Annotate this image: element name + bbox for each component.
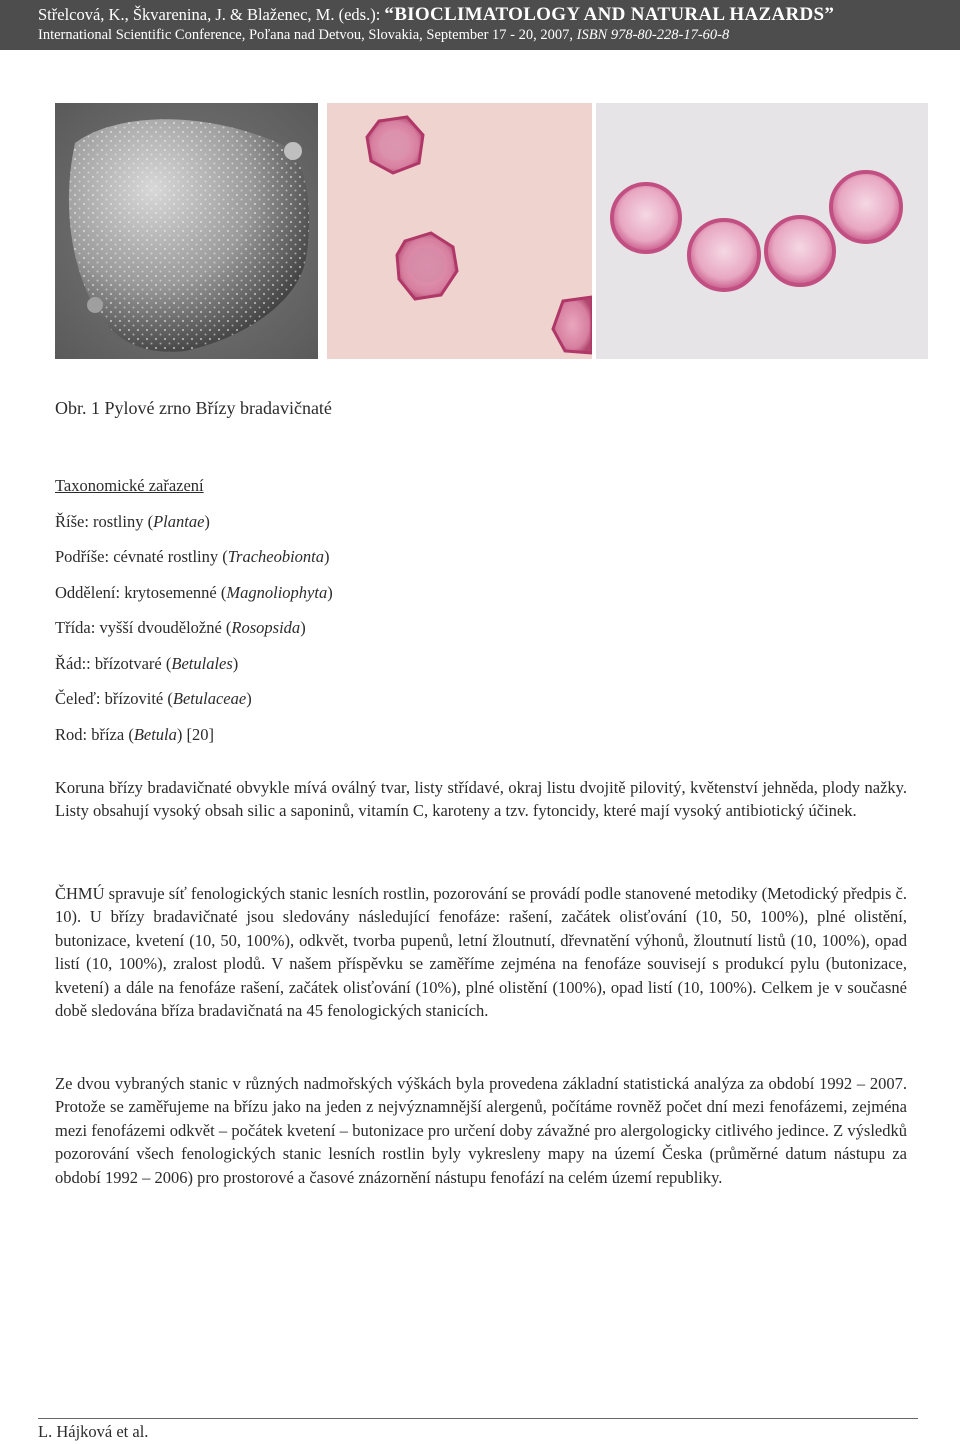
taxonomy-suffix: ) (232, 653, 239, 673)
taxonomy-label: Třída: vyšší dvouděložné ( (55, 618, 232, 637)
footer-authors: L. Hájková et al. (38, 1422, 149, 1441)
paragraph-phenology-network: ČHMÚ spravuje síť fenologických stanic lesních rostlin, pozorování se provádí podle stanovené metodiky (Metodický předpis č. 10). U břízy bradavičnaté jsou sledovány následující fenofáze: rašení, začátek olisťování (10, 50, 100%), plné olistění, butonizace, kvetení (10, 50, 100%), odkvět, tvorba pupenů, letní žloutnutí, dřevnatění výhonů, žloutnutí listů (10, 100%), opad listí (10, 100%), zralost plodů. V našem příspěvku se zaměříme zejména na fenofáze souvisejí s produkcí pylu (butonizace, kvetení) a dále na fenofáze rašení, začátek olisťování (10%), plné olistění (100%), opad listí (10, 100%). Celkem je v současné době sledována bříza bradavičnatá na 45 fenologických stanicích. (55, 884, 907, 1021)
pollen-chain-image (596, 103, 928, 359)
taxonomy-row-genus (55, 717, 333, 753)
figure-caption: Obr. 1 Pylové zrno Břízy bradavičnaté (55, 398, 332, 418)
taxonomy-latin: Betulales (171, 653, 233, 673)
taxonomy-suffix: ) (327, 582, 333, 602)
taxonomy-row-kingdom (55, 504, 333, 540)
footer-divider (38, 1418, 918, 1419)
taxonomy-suffix: ) (300, 618, 306, 637)
taxonomy-latin: Betula (133, 724, 177, 744)
paragraph-statistics: Ze dvou vybraných stanic v různých nadmořských výškách byla provedena základní statistická analýza za období 1992 – 2007. Protože se zaměřujeme na břízu jako na jeden z nejvýznamnější alergenů, počítáme rovněž počet dní mezi fenofázemi, zejména mezi fenofázemi odkvět – počátek kvetení – butonizace pro určení doby závažné pro alergologicky citlivého jedince. Z výsledků pozorování všech fenologických stanic lesních rostlin byly vykresleny mapy na území Česka (průměrné datum nástupu za období 1992 – 2006) pro prostorové a časové znázornění nástupu fenofází na celém území republiky. (55, 1074, 907, 1187)
taxonomy-row-order (55, 646, 333, 682)
header-line-2 (38, 25, 960, 45)
taxonomy-suffix: ) (324, 547, 330, 566)
taxonomy-label: Rod: bříza ( (55, 724, 134, 744)
running-header (0, 0, 960, 50)
header-line-1 (38, 4, 960, 25)
taxonomy-latin: Betulaceae (172, 689, 247, 708)
header-conference: International Scientific Conference, Poľana nad Detvou, Slovakia, September 17 - 20, 2007, (38, 27, 577, 43)
taxonomy-label: Podříše: cévnaté rostliny ( (55, 547, 228, 566)
taxonomy-latin: Magnoliophyta (226, 582, 328, 602)
paragraph-description: Koruna břízy bradavičnaté obvykle mívá oválný tvar, listy střídavé, okraj listu dvojitě pilovitý, květenství jehněda, plody nažky. Listy obsahují vysoký obsah silic a saponinů, vitamín C, karoteny a tzv. fytoncidy, které mají vysoký antibiotický účinek. (55, 778, 907, 821)
figure-row (55, 103, 928, 359)
taxonomy-row-division (55, 575, 333, 611)
stained-pollen-image (327, 103, 592, 359)
taxonomy-latin: Tracheobionta (227, 547, 325, 566)
header-isbn: ISBN 978-80-228-17-60-8 (576, 27, 730, 43)
taxonomy-row-subkingdom (55, 539, 333, 575)
taxonomy-label: Oddělení: krytosemenné ( (55, 582, 227, 602)
header-authors: Střelcová, K., Škvarenina, J. & Blaženec, M. (eds.): (38, 5, 385, 24)
taxonomy-row-family (55, 681, 333, 717)
taxonomy-latin: Rosopsida (231, 618, 301, 637)
taxonomy-label: Říše: rostliny ( (55, 511, 154, 531)
taxonomy-label: Čeleď: břízovité ( (55, 689, 173, 708)
taxonomy-suffix: ) (246, 689, 252, 708)
taxonomy-heading: Taxonomické zařazení (55, 476, 204, 495)
taxonomy-row-class (55, 610, 333, 646)
header-book-title: “BIOCLIMATOLOGY AND NATURAL HAZARDS” (384, 4, 835, 25)
sem-pollen-image (55, 103, 318, 359)
taxonomy-suffix: ) (204, 511, 210, 531)
taxonomy-label: Řád:: břízotvaré ( (55, 653, 172, 673)
taxonomy-latin: Plantae (153, 511, 205, 531)
taxonomy-block (55, 468, 333, 752)
taxonomy-suffix: ) [20] (176, 724, 214, 744)
